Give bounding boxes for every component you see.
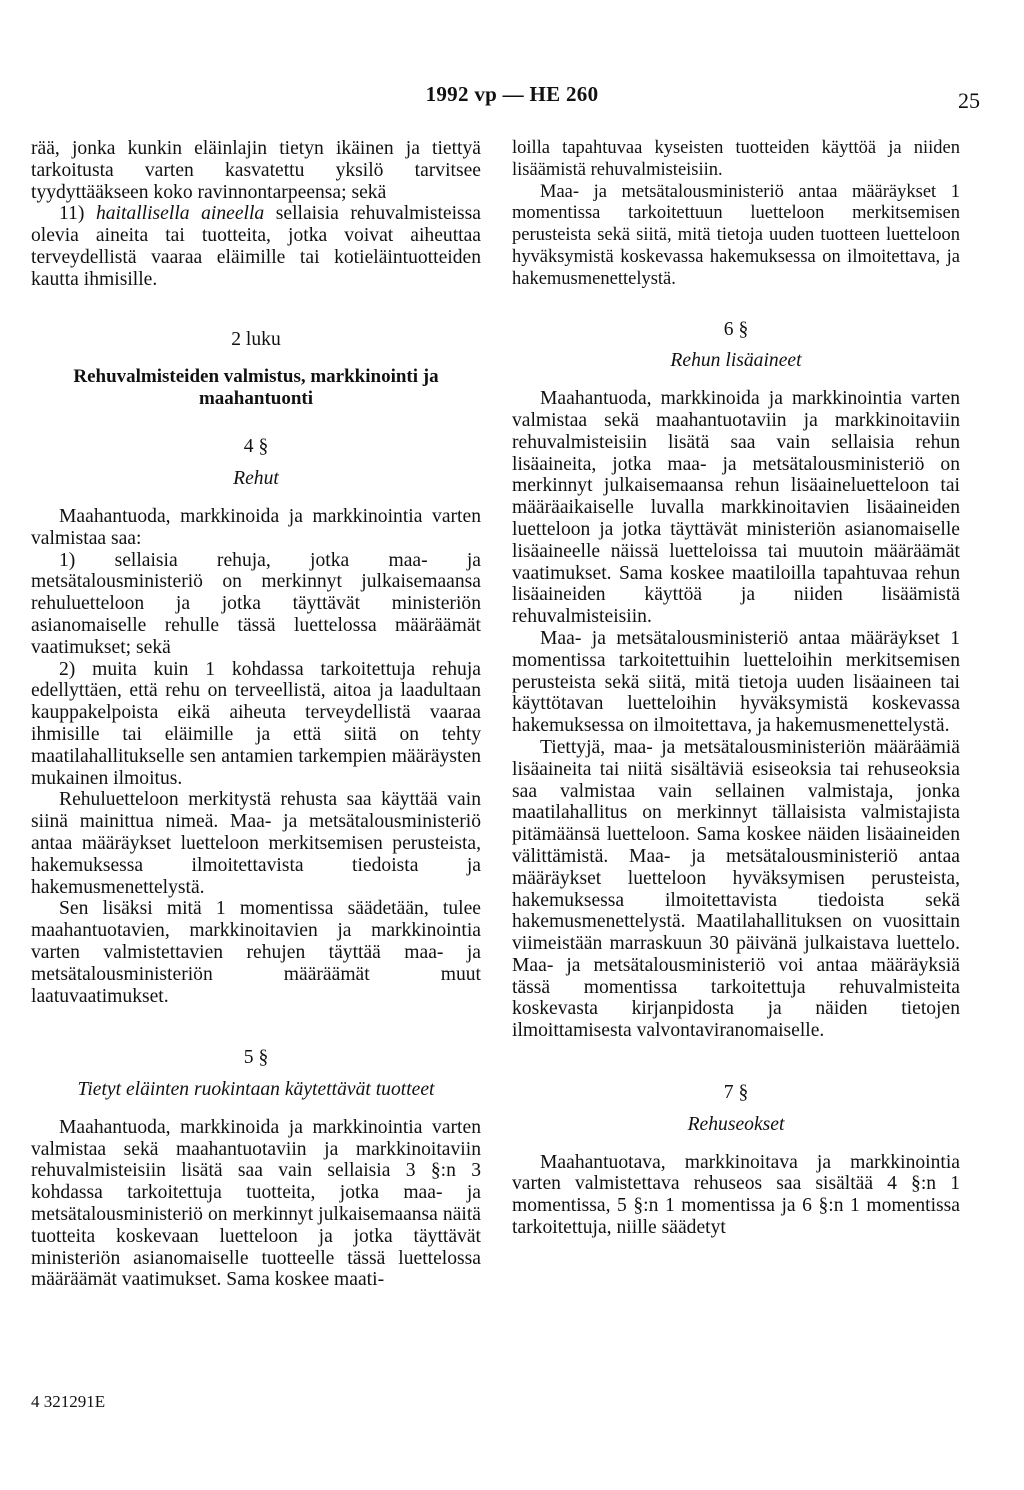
section-title: Rehut [233,468,279,490]
left-column [31,138,481,1291]
right-column [512,138,960,1239]
paragraph: loilla tapahtuvaa kyseisten tuotteiden käyttöä ja niiden lisäämistä rehuvalmisteisiin. [512,138,960,180]
paragraph: Maahantuotava, markkinoitava ja markkinointia varten valmistettava rehuseos saa sisältää 4 §:n 1 momentissa, 5 §:n 1 momentissa ja 6 §:n 1 momentissa tarkoitettuja, niille säädetyt [512,1151,960,1239]
paragraph: Rehuluetteloon merkitystä rehusta saa käyttää vain siinä mainittua nimeä. Maa- ja metsätalousministeriö antaa määräykset luetteloon merkitsemisen perusteista, hakemuksessa ilmoitettavista tiedoista ja hakemusmenettelystä. [31,789,481,898]
section-number: 6 § [723,318,749,340]
section-title: Rehuseokset [687,1113,785,1135]
paragraph: 1) sellaisia rehuja, jotka maa- ja metsätalousministeriö on merkinnyt julkaisemaansa rehuluetteloon ja jotka täyttävät ministeriön asianomaiselle rehulle tässä luettelossa määräämät vaatimukset; sekä [31,549,481,658]
paragraph: Tiettyjä, maa- ja metsätalousministeriön määräämiä lisäaineita tai niitä sisältäviä esiseoksia tai rehuseoksia saa valmistaa vain sellainen valmistaja, jonka maatilahallitus on merkinnyt tällaisista valmistajista pitämäänsä luetteloon. Sama koskee näiden lisäaineiden välittämistä. Maa- ja metsätalousministeriö antaa määräykset luetteloon hyväksymisen perusteista, hakemuksessa ilmoitettavista tiedoista sekä hakemusmenettelystä. Maatilahallituksen on vuosittain viimeistään marraskuun 30 päivänä julkaistava luettelo. Maa- ja metsätalousministeriö voi antaa määräyksiä tässä momentissa tarkoitettuja rehuvalmisteita koskevasta kirjanpidosta ja näiden tietojen ilmoittamisesta valvontaviranomaiselle. [512,736,960,1042]
print-code: 4 321291E [31,1392,106,1411]
section-title: Rehun lisäaineet [670,350,802,372]
chapter-title: Rehuvalmisteiden valmistus, markkinointi ja maahantuonti [73,366,439,410]
section-title: Tietyt eläinten ruokintaan käytettävät tuotteet [77,1079,435,1101]
paragraph: Maahantuoda, markkinoida ja markkinointia varten valmistaa sekä maahantuotaviin ja markkinoitaviin rehuvalmisteisiin lisätä saa vain sellaisia 3 §:n 3 kohdassa tarkoitettuja tuotteita, jotka maa- ja metsätalousministeriö on merkinnyt julkaisemaansa näitä tuotteita koskevaan luetteloon ja jotka täyttävät ministeriön asianomaiselle tuotteelle tässä luettelossa määräämät vaatimukset. Sama koskee maati- [31,1116,481,1291]
definition-text: sellaisia rehuvalmisteissa olevia aineita tai tuotteita, jotka voivat aiheuttaa terveydellistä vaaraa eläimille tai kotieläintuotteiden kautta ihmisille. [31,203,481,290]
running-header: 1992 vp — HE 260 [425,82,599,106]
page-number: 25 [958,88,980,113]
paragraph: Maa- ja metsätalousministeriö antaa määräykset 1 momentissa tarkoitettuun luetteloon merkitsemisen perusteista sekä siitä, mitä tietoja uuden tuotteen luetteloon hyväksymistä koskevassa hakemuksessa on ilmoitettava, ja hakemusmenettelystä. [512,181,960,289]
paragraph: Maa- ja metsätalousministeriö antaa määräykset 1 momentissa tarkoitettuihin luetteloihin merkitsemisen perusteista sekä siitä, mitä tietoja uuden lisäaineen tai käyttötavan luetteloihin hyväksymistä koskevassa hakemuksessa on ilmoitettava, ja hakemusmenettelystä. [512,627,960,737]
section-number: 7 § [723,1082,749,1104]
chapter-number: 2 luku [231,328,281,350]
paragraph: Maahantuoda, markkinoida ja markkinointia varten valmistaa saa: [31,505,481,549]
paragraph: Maahantuoda, markkinoida ja markkinointia varten valmistaa sekä maahantuotaviin ja markkinoitaviin rehuvalmisteisiin lisätä saa vain sellaisia rehun lisäaineita, jotka maa- ja metsätalousministeriö on merkinnyt julkaisemaansa rehun lisäaineluetteloon tai määräaikaiselle luvalla markkinoitavien lisäaineiden luetteloon ja jotka täyttävät ministeriön asianomaiselle lisäaineelle näissä luetteloissa tai muutoin määräämät vaatimukset. Sama koskee maatiloilla tapahtuvaa rehun lisäaineiden käyttöä ja niiden lisäämistä rehuvalmisteisiin. [512,388,960,628]
paragraph: 2) muita kuin 1 kohdassa tarkoitettuja rehuja edellyttäen, että rehu on terveellistä, aitoa ja laadultaan kauppakelpoista eikä aiheuta terveydellistä vaaraa ihmisille tai eläimille ja että siitä on tehty maatilahallitukselle sen antamien tarkempien määräysten mukainen ilmoitus. [31,658,481,789]
defined-term: haitallisella aineella [95,203,265,225]
item-number: 11) [59,203,96,225]
paragraph: Sen lisäksi mitä 1 momentissa säädetään, tulee maahantuotavien, markkinoitavien ja markkinointia varten valmistettavien rehujen täyttää maa- ja metsätalousministeriön määräämät muut laatuvaatimukset. [31,898,481,1007]
paragraph: rää, jonka kunkin eläinlajin tietyn ikäinen ja tiettyä tarkoitusta varten kasvatettu yksilö tarvitsee tyydyttääkseen koko ravinnontarpeensa; sekä [31,138,481,203]
definition-paragraph [31,203,481,290]
section-number: 4 § [243,436,269,458]
section-number: 5 § [243,1047,269,1069]
